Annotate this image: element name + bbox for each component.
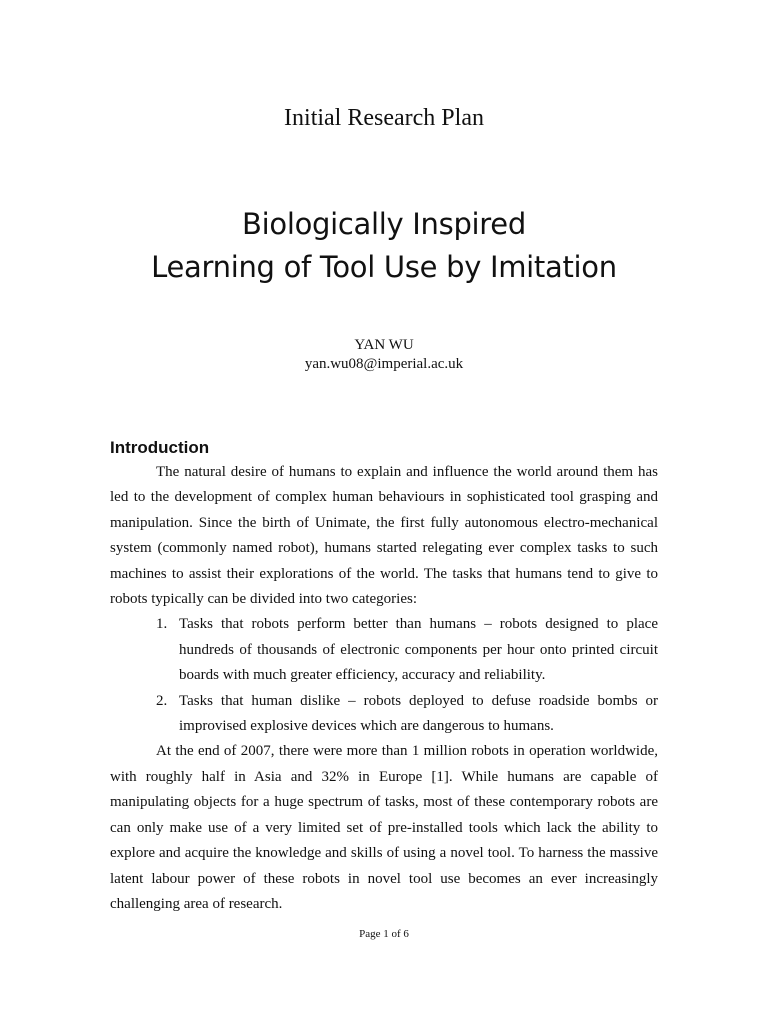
- author-name: YAN WU: [354, 337, 414, 353]
- document-type-label: Initial Research Plan: [284, 105, 484, 131]
- list-number: 2.: [156, 692, 168, 709]
- list-number: 1.: [156, 616, 168, 633]
- author-block: [0, 336, 768, 374]
- paragraph: The natural desire of humans to explain and influence the world around them has led to the development of complex human behaviours in sophisticated tool grasping and manipulation. Since the birth of Unimate, the first fully autonomous electro-mechanical system (commonly named robot), humans started relegating ever complex tasks to such machines to assist their explorations of the world. The tasks that humans tend to give to robots typically can be divided into two categories:: [110, 464, 658, 608]
- list-item: [110, 612, 658, 688]
- paragraph: At the end of 2007, there were more than 1 million robots in operation worldwide, with roughly half in Asia and 32% in Europe [1]. While humans are capable of manipulating objects for a huge spectrum of tasks, most of these contemporary robots are can only make use of a very limited set of pre-installed tools which lack the ability to explore and acquire the knowledge and skills of using a novel tool. To harness the massive latent labour power of these robots in novel tool use becomes an ever increasingly challenging area of research.: [110, 743, 658, 912]
- document-title: [0, 203, 768, 289]
- section-body: [110, 460, 658, 917]
- list-item-text: Tasks that human dislike – robots deployed to defuse roadside bombs or improvised explosive devices which are dangerous to humans.: [179, 692, 658, 735]
- list-item: [110, 689, 658, 740]
- numbered-list: [110, 612, 658, 739]
- page-number: Page 1 of 6: [359, 928, 409, 940]
- title-line-2: Learning of Tool Use by Imitation: [151, 250, 617, 284]
- title-line-1: Biologically Inspired: [242, 207, 526, 241]
- author-email: yan.wu08@imperial.ac.uk: [304, 356, 464, 372]
- list-item-text: Tasks that robots perform better than humans – robots designed to place hundreds of thousands of electronic components per hour onto printed circuit boards with much greater efficiency, accuracy and reliability.: [179, 616, 658, 684]
- section-heading: Introduction: [110, 438, 210, 457]
